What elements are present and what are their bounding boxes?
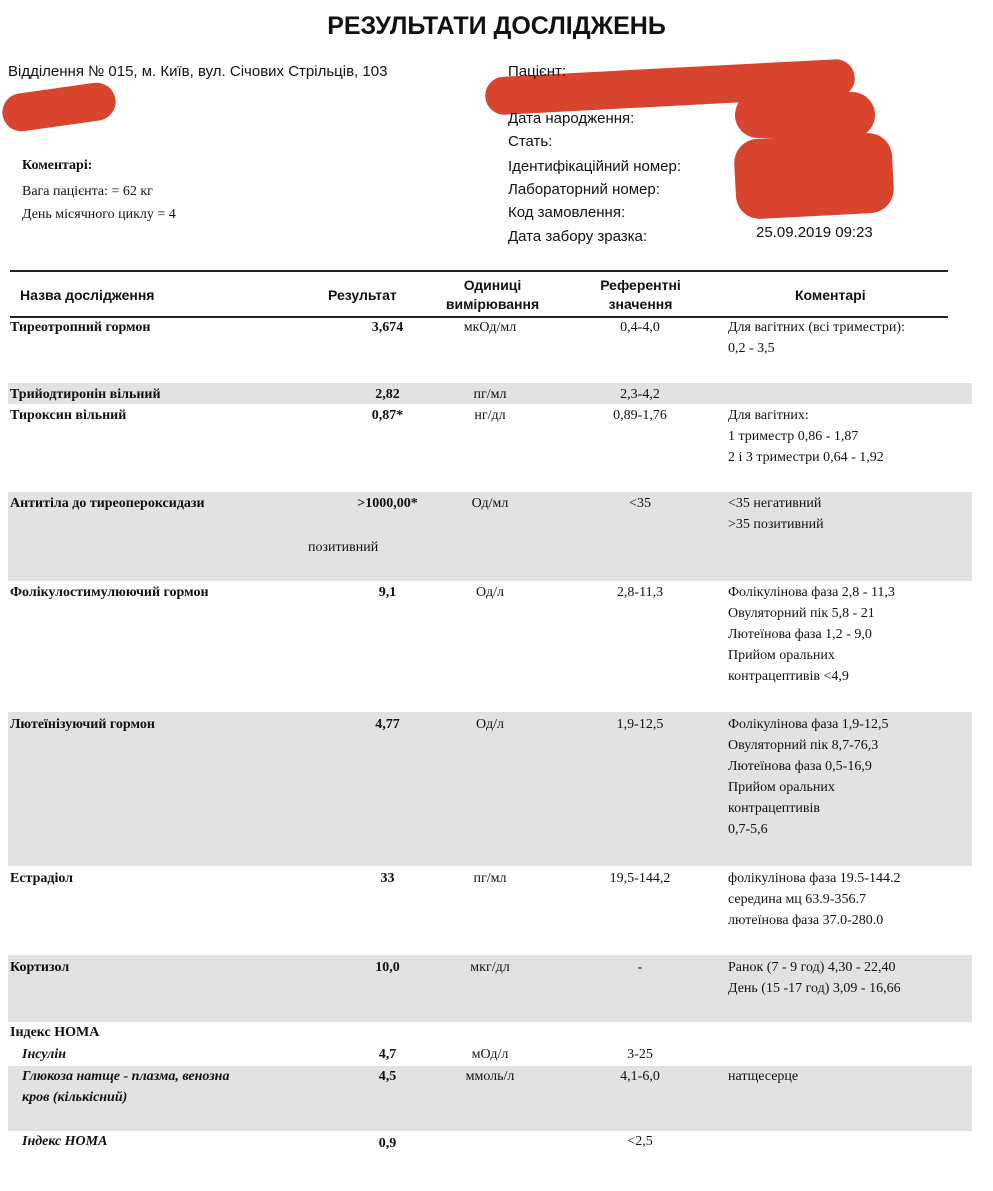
id-number-label: Ідентифікаційний номер: (508, 158, 682, 175)
patient-weight: Вага пацієнта: = 62 кг (22, 184, 153, 199)
comment-line: Прийом оральних (728, 648, 835, 663)
test-result: 3,674 (371, 320, 404, 335)
test-result: 10,0 (375, 960, 400, 975)
branch-address: Відділення № 015, м. Київ, вул. Січових Стрільців, 103 (8, 63, 388, 80)
header-units-line2: вимірювання (445, 296, 540, 312)
test-name (22, 1066, 229, 1108)
test-name: Антитіла до тиреопероксидази (10, 496, 205, 511)
test-reference: 4,1-6,0 (620, 1069, 660, 1084)
test-unit: Од/л (476, 717, 504, 732)
header-units-line1: Одиниці (463, 277, 522, 293)
comment-line: фолікулінова фаза 19.5-144.2 (728, 871, 901, 886)
test-unit: Од/л (476, 585, 504, 600)
test-comment (728, 317, 968, 359)
comment-line: 2 і 3 триместри 0,64 - 1,92 (728, 450, 884, 465)
test-comment (728, 957, 968, 999)
cycle-day: День місячного циклу = 4 (22, 207, 176, 222)
test-comment (728, 582, 968, 687)
test-unit: пг/мл (473, 387, 507, 402)
header-reference (578, 276, 703, 314)
sample-date-label: Дата забору зразка: (508, 228, 648, 245)
test-reference: - (637, 960, 643, 975)
comment-line: Прийом оральних (728, 780, 835, 795)
sex-label: Стать: (508, 133, 553, 150)
test-name: Лютеїнізуючий гормон (10, 717, 155, 732)
test-name: Кортизол (10, 960, 70, 975)
test-name: Індекс НОМА (22, 1134, 108, 1149)
test-comment (728, 868, 968, 931)
comment-line: лютеїнова фаза 37.0-280.0 (728, 913, 884, 928)
comment-line: 1 триместр 0,86 - 1,87 (728, 429, 859, 444)
birth-date-label: Дата народження: (508, 110, 635, 127)
comment-line: Лютеїнова фаза 0,5-16,9 (728, 759, 872, 774)
test-reference: 2,3-4,2 (620, 387, 660, 402)
test-reference: 2,8-11,3 (616, 585, 664, 600)
redaction-mark (735, 92, 875, 138)
test-name: Трийодтиронін вільний (10, 387, 161, 402)
comment-line: 0,2 - 3,5 (728, 341, 775, 356)
test-result: 4,77 (375, 717, 400, 732)
test-result: 2,82 (375, 387, 400, 402)
comment-line: Лютеїнова фаза 1,2 - 9,0 (728, 627, 872, 642)
test-name: Тиреотропний гормон (10, 320, 151, 335)
test-name: Тироксин вільний (10, 408, 127, 423)
test-comment (728, 405, 968, 468)
test-name: Естрадіол (10, 871, 74, 886)
test-result: >1000,00* (357, 496, 418, 511)
test-unit: нг/дл (474, 408, 506, 423)
test-comment (728, 493, 968, 535)
comment-line: Овуляторний пік 5,8 - 21 (728, 606, 875, 621)
test-reference: 1,9-12,5 (616, 717, 664, 732)
test-reference: <35 (629, 496, 651, 511)
comment-line: Ранок (7 - 9 год) 4,30 - 22,40 (728, 960, 896, 975)
comments-title: Коментарі: (22, 158, 93, 173)
test-unit: мОд/л (471, 1047, 509, 1062)
sample-date-value: 25.09.2019 09:23 (756, 224, 873, 241)
lab-number-label: Лабораторний номер: (508, 181, 660, 198)
test-reference: <2,5 (627, 1134, 653, 1149)
comment-line: 0,7-5,6 (728, 822, 768, 837)
header-comment: Коментарі (795, 287, 866, 303)
comment-line: Овуляторний пік 8,7-76,3 (728, 738, 879, 753)
order-code-label: Код замовлення: (508, 204, 626, 221)
test-comment: натщесерце (728, 1069, 799, 1084)
comment-line: контрацептивів <4,9 (728, 669, 849, 684)
test-name-line: кров (кількісний) (22, 1090, 128, 1105)
test-reference: 0,4-4,0 (620, 320, 660, 335)
header-reference-line2: значення (608, 296, 673, 312)
test-unit: мкОд/мл (463, 320, 517, 335)
redaction-mark (0, 80, 118, 133)
header-reference-line1: Референтні (600, 277, 681, 293)
test-unit: Од/мл (471, 496, 509, 511)
header-name: Назва дослідження (20, 287, 155, 303)
test-unit: пг/мл (473, 871, 507, 886)
test-comment (728, 714, 968, 840)
test-result-note: позитивний (308, 540, 379, 555)
test-result: 4,7 (378, 1047, 397, 1062)
test-unit: ммоль/л (465, 1069, 515, 1084)
comment-line: Для вагітних: (728, 408, 809, 423)
comment-line: Фолікулінова фаза 2,8 - 11,3 (728, 585, 895, 600)
test-result: 9,1 (378, 585, 397, 600)
test-result: 0,9 (378, 1136, 397, 1151)
test-name-line: Глюкоза натще - плазма, венозна (22, 1069, 230, 1084)
patient-label: Пацієнт: (508, 63, 567, 80)
comment-line: контрацептивів (728, 801, 821, 816)
test-name: Фолікулостимулюючий гормон (10, 585, 209, 600)
test-reference: 19,5-144,2 (609, 871, 671, 886)
comment-line: Фолікулінова фаза 1,9-12,5 (728, 717, 889, 732)
test-result: 33 (380, 871, 395, 886)
comment-line: >35 позитивний (728, 517, 824, 532)
comment-line: <35 негативний (728, 496, 822, 511)
homa-section-title: Індекс НОМА (10, 1025, 100, 1040)
comment-line: середина мц 63.9-356.7 (728, 892, 866, 907)
test-result: 4,5 (378, 1069, 397, 1084)
comment-line: Для вагітних (всі триместри): (728, 320, 905, 335)
test-reference: 3-25 (627, 1047, 653, 1062)
test-result: 0,87* (371, 408, 404, 423)
test-name: Інсулін (22, 1047, 67, 1062)
header-result: Результат (328, 287, 397, 303)
page-title: РЕЗУЛЬТАТИ ДОСЛІДЖЕНЬ (327, 12, 666, 40)
header-units (430, 276, 555, 314)
table-top-rule (10, 270, 948, 272)
redaction-mark (733, 132, 895, 220)
comment-line: День (15 -17 год) 3,09 - 16,66 (728, 981, 901, 996)
test-unit: мкг/дл (470, 960, 510, 975)
test-reference: 0,89-1,76 (613, 408, 667, 423)
